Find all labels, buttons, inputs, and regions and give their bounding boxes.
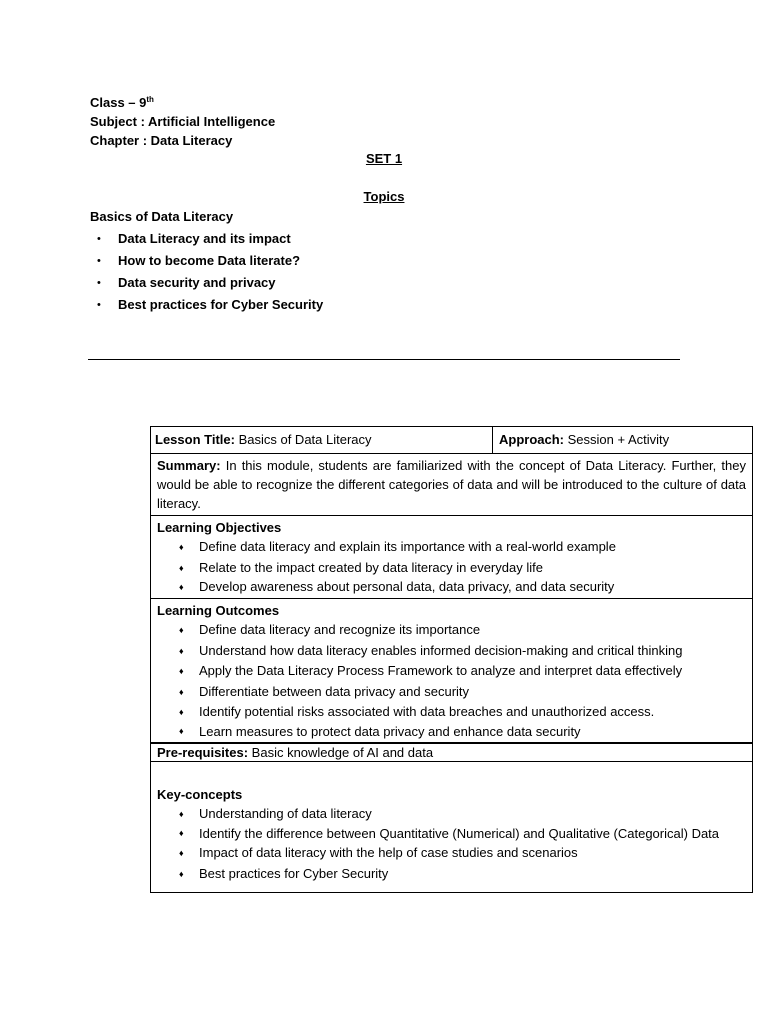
key-concept-item: ♦ Best practices for Cyber Security — [157, 864, 746, 885]
summary-row — [151, 454, 752, 516]
key-concepts-row — [151, 762, 752, 893]
topic-item: • Best practices for Cyber Security — [90, 294, 323, 316]
outcomes-list — [157, 620, 746, 740]
topic-list — [90, 228, 323, 316]
chapter-line: Chapter : Data Literacy — [90, 133, 233, 148]
topic-item: • How to become Data literate? — [90, 250, 323, 272]
prereq-row — [151, 744, 752, 762]
summary-text: In this module, students are familiarized with the concept of Data Literacy. Further, they would be able to recognize the different categories of data and will be introduced to the culture of data literacy. — [157, 458, 746, 511]
outcome-item: ♦ Understand how data literacy enables informed decision-making and critical thinking — [157, 641, 746, 662]
outcomes-row — [151, 599, 752, 744]
objectives-row — [151, 516, 752, 599]
lesson-table — [150, 426, 753, 893]
set-heading: SET 1 — [365, 151, 403, 166]
divider-line — [88, 359, 680, 360]
basics-title: Basics of Data Literacy — [90, 209, 234, 224]
prereq-label: Pre-requisites: — [157, 744, 249, 760]
class-line — [90, 93, 154, 112]
topic-item: • Data security and privacy — [90, 272, 323, 294]
lesson-title-cell — [151, 427, 493, 453]
summary-label: Summary: — [157, 458, 221, 473]
objectives-list — [157, 537, 746, 596]
approach-label: Approach: — [499, 432, 564, 447]
subject-line: Subject : Artificial Intelligence — [90, 114, 276, 129]
objectives-heading: Learning Objectives — [157, 520, 282, 535]
approach-value: Session + Activity — [567, 432, 670, 447]
outcome-item: ♦ Apply the Data Literacy Process Framework to analyze and interpret data effectively — [157, 661, 746, 682]
key-concepts-heading: Key-concepts — [157, 786, 243, 802]
lesson-title-row — [151, 427, 752, 454]
key-concepts-list — [157, 804, 746, 885]
key-concept-item: ♦ Understanding of data literacy — [157, 804, 746, 825]
objective-item: ♦ Relate to the impact created by data literacy in everyday life — [157, 558, 746, 579]
class-superscript: th — [146, 95, 154, 104]
topics-heading: Topics — [363, 189, 405, 204]
lesson-title-value: Basics of Data Literacy — [238, 432, 372, 447]
outcomes-heading: Learning Outcomes — [157, 603, 280, 618]
objective-item: ♦ Develop awareness about personal data, data privacy, and data security — [157, 578, 746, 596]
key-concept-item: ♦ Impact of data literacy with the help of case studies and scenarios — [157, 843, 746, 864]
approach-cell — [493, 427, 752, 453]
key-concept-item: ♦ Identify the difference between Quantitative (Numerical) and Qualitative (Categorical) Data — [157, 824, 746, 843]
outcome-item: ♦ Define data literacy and recognize its importance — [157, 620, 746, 641]
class-label: Class – 9 — [90, 95, 147, 110]
prereq-value: Basic knowledge of AI and data — [251, 744, 434, 760]
outcome-item: ♦ Differentiate between data privacy and security — [157, 682, 746, 703]
topic-item: • Data Literacy and its impact — [90, 228, 323, 250]
outcome-item: ♦ Identify potential risks associated with data breaches and unauthorized access. — [157, 702, 746, 723]
lesson-title-label: Lesson Title: — [155, 432, 235, 447]
objective-item: ♦ Define data literacy and explain its importance with a real-world example — [157, 537, 746, 558]
outcome-item: ♦ Learn measures to protect data privacy and enhance data security — [157, 723, 746, 740]
